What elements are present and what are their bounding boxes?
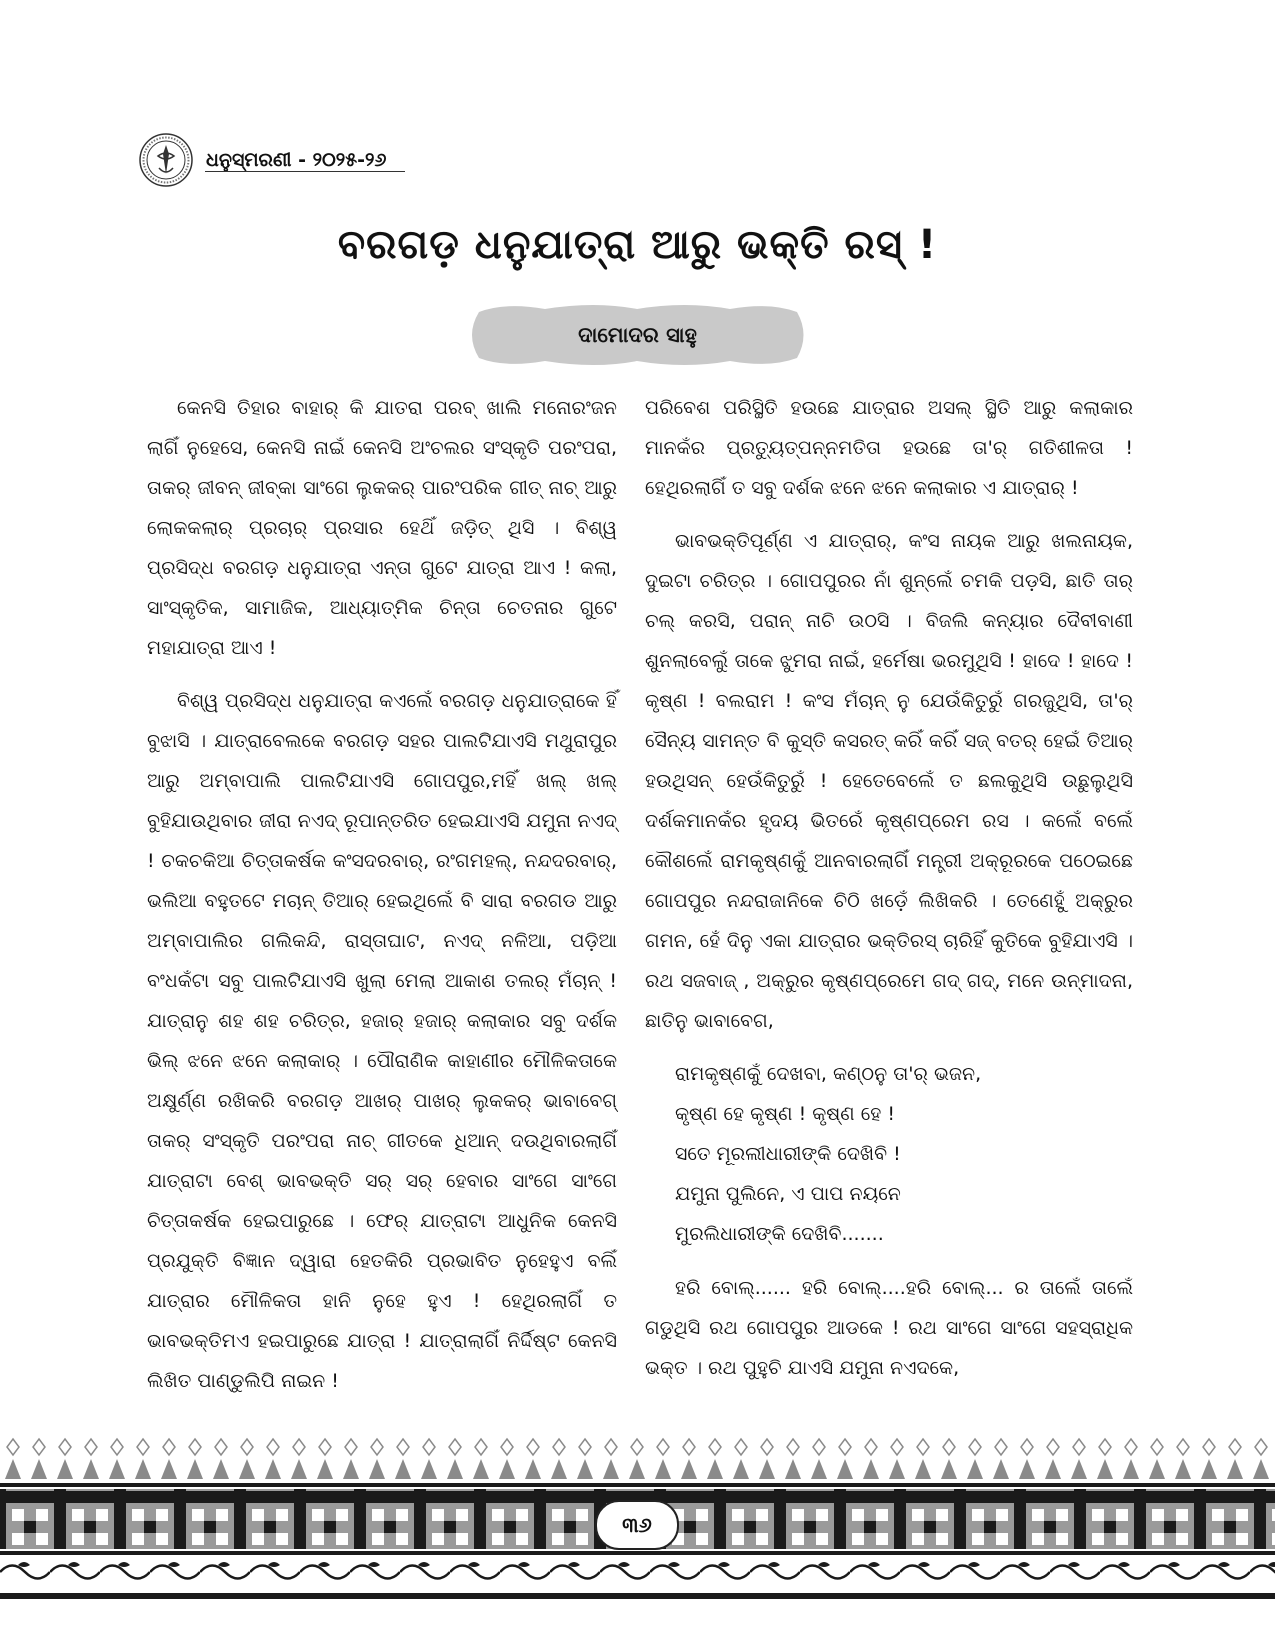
paragraph: ପରିବେଶ ପରିସ୍ଥିତି ହଉଛେ ଯାତ୍ରାର ଅସଲ୍ ସ୍ଥିତି ଆରୁ କଲାକାର ମାନକଁର ପ୍ରତ୍ୟୁତ୍ପନ୍ନମତିତା ହଉଛେ ତା'ର୍ ଗତିଶୀଳତା ! ହେଥିରଲାଗିଁ ତ ସବୁ ଦର୍ଶକ ଝନେ ଝନେ କଲାକାର ଏ ଯାତ୍ରାର୍ ! [645,397,1133,499]
left-column [147,388,617,1414]
right-column [645,388,1133,1401]
paragraph: ହରି ବୋଲ୍...... ହରି ବୋଲ୍....ହରି ବୋଲ୍... ର ତାଲେଁ ତାଲେଁ ଗଡୁଥିସି ରଥ ଗୋପପୁର ଆଡକେ ! ରଥ ସାଂଗେ ସାଂଗେ ସହସ୍ରାଧିକ ଭକ୍ତ । ରଥ ପୁହୁଚି ଯାଏସି ଯମୁନା ନଏଦକେ, [645,1277,1133,1379]
district-seal-icon [138,132,194,188]
page-number: ୩୬ [595,1500,679,1550]
paragraph: କେନସି ତିହାର ବାହାର୍ କି ଯାତରା ପରବ୍ ଖାଲି ମନୋରଂଜନ ଲାଗିଁ ନୁହେସେ, କେନସି ନାଇଁ କେନସି ଅଂଚଲର ସଂସ୍କୃତି ପରଂପରା, ତାକର୍ ଜୀବନ୍ ଜୀବ୍କା ସାଂଗେ ଲୁକକର୍ ପାରଂପରିକ ଗୀତ୍ ନାଚ୍ ଆରୁ ଲୋକକଲାର୍ ପ୍ରଚାର୍ ପ୍ରସାର ହେଥିଁ ଜଡ଼ିତ୍ ଥିସି । ବିଶ୍ୱ ପ୍ରସିଦ୍ଧ ବରଗଡ଼ ଧନୁଯାତ୍ରା ଏନ୍ତା ଗୁଟେ ଯାତ୍ରା ଆଏ ! କଲା, ସାଂସ୍କୃତିକ, ସାମାଜିକ, ଆଧ୍ୟାତ୍ମିକ ଚିନ୍ତା ଚେତନାର ଗୁଟେ ମହାଯାତ୍ରା ଆଏ ! [147,397,617,659]
paragraph: ଭାବଭକ୍ତିପୂର୍ଣ୍ଣ ଏ ଯାତ୍ରାର୍, କଂସ ନାୟକ ଆରୁ ଖଲନାୟକ, ଦୁଇଟା ଚରିତ୍ର । ଗୋପପୁରର ନାଁ ଶୁନ୍‌ଲେଁ ଚମକି ପଡ଼ସି, ଛାତି ତାର୍ ଚଲ୍ କରସି, ପରାନ୍ ନାଚି ଉଠସି । ବିଜଲି କନ୍ୟାର ଦୈବୀବାଣୀ ଶୁନଲାବେଲୁଁ ତାକେ ଝୁମରା ନାଇଁ, ହର୍ମେଷା ଭରମୁଥିସି ! ହାଦେ ! ହାଦେ ! କୃଷ୍ଣ ! ବଲରାମ ! କଂସ ମଁଚାନ୍ ନୁ ଯେଉଁକିତୁରୁଁ ଗରଜୁଥିସି, ତା'ର୍ ସୈନ୍ୟ ସାମନ୍ତ ବି କୁସ୍ତି କସରତ୍ କରିଁ କରିଁ ସଜ୍ ବତର୍ ହେଇଁ ତିଆର୍ ହଉଥିସନ୍ ହେଉଁକିତୁରୁଁ ! ହେତେବେଲେଁ ତ ଛଲକୁଥିସି ଉଛୁଲୁଥିସି ଦର୍ଶକମାନକଁର ହୃଦୟ ଭିତରେଁ କୃଷ୍ଣପ୍ରେମ ରସ । କଲେଁ ବଲେଁ କୌଶଲେଁ ରାମକୃଷ୍ଣକୁଁ ଆନବାରଲାଗିଁ ମନ୍ତ୍ରୀ ଅକ୍ରୂରକେ ପଠେଇଛେ ଗୋପପୁର ନନ୍ଦରାଜାନିକେ ଚିଠି ଖଡ଼େଁ ଲିଖିକରି । ତେଣେହୁଁ ଅକ୍ରୁର ଗମନ, ହେଁ ଦିନୁ ଏକା ଯାତ୍ରାର ଭକ୍ତିରସ୍ ଚାରିହିଁ କୁତିକେ ବୁହିଯାଏସି । ରଥ ସଜବାଜ୍ , ଅକ୍ରୁର କୃଷ୍ଣପ୍ରେମେ ଗଦ୍ ଗଦ୍, ମନେ ଉନ୍ମାଦନା, ଛାତିନୁ ଭାବାବେଗ, [645,530,1133,1032]
verse-line: ସତେ ମୂରଲୀଧାରୀଙ୍କି ଦେଖିବି ! [675,1143,901,1165]
article-title: ବରଗଡ଼ ଧନୁଯାତ୍ରା ଆରୁ ଭକ୍ତି ରସ୍ ! [337,222,938,268]
paragraph: ବିଶ୍ୱ ପ୍ରସିଦ୍ଧ ଧନୁଯାତ୍ରା କଏଲେଁ ବରଗଡ଼ ଧନୁଯାତ୍ରାକେ ହିଁ ବୁଝାସି । ଯାତ୍ରାବେଲକେ ବରଗଡ଼ ସହର ପାଲଟିଯାଏସି ମଥୁରାପୁର ଆରୁ ଅମ୍ବାପାଲି ପାଲଟିଯାଏସି ଗୋପପୁର,ମହିଁ ଖଲ୍ ଖଲ୍ ବୁହିଯାଉଥିବାର ଜୀରା ନଏଦ୍ ରୂପାନ୍ତରିତ ହେଇଯାଏସି ଯମୁନା ନଏଦ୍ ! ଚକଚକିଆ ଚିତ୍ତାକର୍ଷକ କଂସଦରବାର୍, ରଂଗମହଲ୍, ନନ୍ଦଦରବାର୍, ଭଲିଆ ବହୁତଟେ ମଚାନ୍ ତିଆର୍ ହେଇଥିଲେଁ ବି ସାରା ବରଗଡ ଆରୁ ଅମ୍ବାପାଲିର ଗଲିକନ୍ଦି, ରାସ୍ତାଘାଟ, ନଏଦ୍ ନଳିଆ, ପଡ଼ିଆ ବଂଧକଁଟା ସବୁ ପାଲଟିଯାଏସି ଖୁଲା ମେଲା ଆକାଶ ତଲର୍ ମଁଚାନ୍ ! ଯାତ୍ରାନୁ ଶହ ଶହ ଚରିତ୍ର, ହଜାର୍ ହଜାର୍ କଲାକାର ସବୁ ଦର୍ଶକ ଭିଲ୍ ଝନେ ଝନେ କଲାକାର୍ । ପୌରାଣିକ କାହାଣୀର ମୌଳିକତାକେ ଅକ୍ଷୁର୍ଣ୍ଣ ରଖିକରି ବରଗଡ଼ ଆଖର୍ ପାଖର୍ ଲୁକକର୍ ଭାବାବେଗ୍ ତାକର୍ ସଂସ୍କୃତି ପରଂପରା ନାଚ୍ ଗୀତକେ ଧିଆନ୍ ଦଉଥିବାରଲାଗିଁ ଯାତ୍ରାଟା ବେଶ୍ ଭାବଭକ୍ତି ସର୍ ସର୍ ହେବାର ସାଂଗେ ସାଂଗେ ଚିତ୍ତାକର୍ଷକ ହେଇପାରୁଛେ । ଫେର୍ ଯାତ୍ରାଟା ଆଧୁନିକ କେନସି ପ୍ରଯୁକ୍ତି ବିଜ୍ଞାନ ଦ୍ୱାରା ହେତକିରି ପ୍ରଭାବିତ ନୁହେହୁଏ ବଲିଁ ଯାତ୍ରାର ମୌଳିକତା ହାନି ନୁହେ ହୁଏ ! ହେଥିରଲାଗିଁ ତ ଭାବଭକ୍ତିମଏ ହଇପାରୁଛେ ଯାତ୍ରା ! ଯାତ୍ରାଲାଗିଁ ନିର୍ଦ୍ଦିଷ୍ଟ କେନସି ଲିଖିତ ପାଣ୍ଡୁଲିପି ନାଇନ ! [147,690,617,1392]
author-banner [465,300,810,370]
verse-line: ଯମୁନା ପୁଲିନେ, ଏ ପାପ ନୟନେ [675,1183,901,1205]
verse-line: ରାମକୃଷ୍ଣକୁଁ ଦେଖବା, କଣ୍ଠନୁ ତା'ର୍ ଭଜନ, [675,1063,982,1085]
verse-line: କୃଷ୍ଣ ହେ କୃଷ୍ଣ ! କୃଷ୍ଣ ହେ ! [675,1103,895,1125]
running-head: ଧନୁସ୍ମରଣୀ - ୨୦୨୫-୨୬ [206,149,387,171]
verse-line: ମୁରଲିଧାରୀଙ୍କି ଦେଖିବି....... [675,1223,884,1245]
verse [675,1054,1133,1254]
running-head-rule [205,171,405,172]
page-header [138,130,386,190]
author-name: ଦାମୋଦର ସାହୁ [578,323,697,347]
